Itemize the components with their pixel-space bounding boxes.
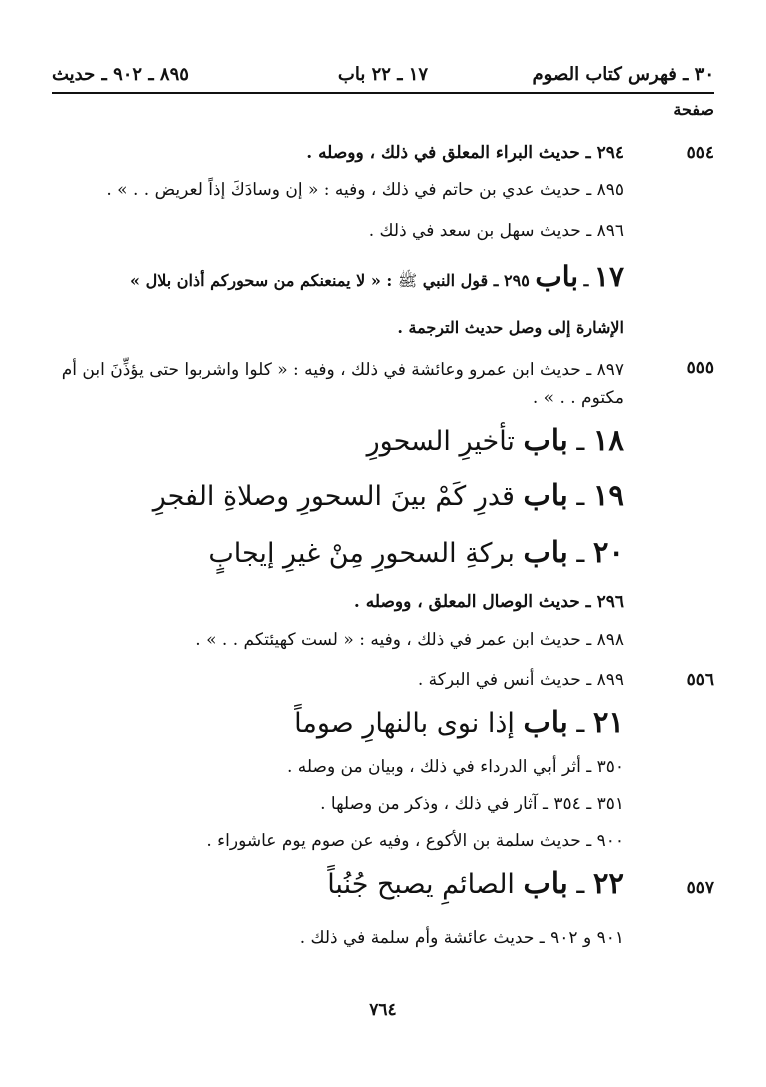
bab-17-number: ١٧ [593,260,624,293]
note-entry-tarjama: الإشارة إلى وصل حديث الترجمة . [397,318,624,337]
bab-19-number: ١٩ [592,478,624,512]
bab-22-word: باب [523,866,568,900]
hadith-entry-898: ٨٩٨ ـ حديث ابن عمر في ذلك ، وفيه : « لست كهيئتكم . . » . [195,630,624,650]
bab-22-heading: ٢٢ ـ باب الصائمِ يصبح جُنُباً [327,866,624,900]
hadith-entry-896: ٨٩٦ ـ حديث سهل بن سعد في ذلك . [368,221,624,241]
bab-17-word: باب [535,260,579,293]
bab-17-quote: : « لا يمنعنكم من سحوركم أذان بلال » [130,271,393,290]
page-ref-554: ٥٥٤ [686,143,714,163]
hadith-entry-900: ٩٠٠ ـ حديث سلمة بن الأكوع ، وفيه عن صوم يوم عاشوراء . [206,831,624,851]
hadith-entry-895: ٨٩٥ ـ حديث عدي بن حاتم في ذلك ، وفيه : « إن وسادَكَ إذاً لعريض . . » . [106,180,624,200]
athar-entry-296: ٢٩٦ ـ حديث الوصال المعلق ، ووصله . [353,592,624,612]
header-chapter-title: ٣٠ ـ فهرس كتاب الصوم [532,64,714,85]
bab-19-word: باب [523,478,568,512]
athar-entry-294: ٢٩٤ ـ حديث البراء المعلق في ذلك ، ووصله . [306,143,624,163]
bab-18-word: باب [523,423,568,457]
bab-20-word: باب [523,535,568,569]
page-ref-555: ٥٥٥ [686,358,714,378]
header-bab-range: ١٧ ـ ٢٢ باب [337,64,429,85]
hadith-entry-897: ٨٩٧ ـ حديث ابن عمرو وعائشة في ذلك ، وفيه : « كلوا واشربوا حتى يؤذِّنَ ابن أم مكتوم . . » . [61,360,624,408]
bab-22-number: ٢٢ [592,866,624,900]
bab-21-heading: ٢١ ـ باب إذا نوى بالنهارِ صوماً [294,705,624,739]
sallallah-symbol: ﷺ [397,271,418,290]
hadith-entry-901-902: ٩٠١ و ٩٠٢ ـ حديث عائشة وأم سلمة في ذلك . [299,928,624,948]
page-column-label: صفحة [673,100,714,119]
bab-21-word: باب [523,705,568,739]
bab-20-text: بركةِ السحورِ مِنْ غيرِ إيجابٍ [208,538,515,569]
page-number: ٧٦٤ [369,1000,397,1020]
athar-entry-350: ٣٥٠ ـ أثر أبي الدرداء في ذلك ، وبيان من وصله . [286,757,624,777]
bab-18-heading: ١٨ ـ باب تأخيرِ السحورِ [366,423,624,457]
bab-17-heading: ١٧ ـ باب ٢٩٥ ـ قول النبي ﷺ : « لا يمنعنكم من سحوركم أذان بلال » [130,260,624,293]
bab-20-heading: ٢٠ ـ باب بركةِ السحورِ مِنْ غيرِ إيجابٍ [208,535,624,569]
hadith-entry-899: ٨٩٩ ـ حديث أنس في البركة . [417,670,624,690]
athar-entry-351-354: ٣٥١ ـ ٣٥٤ ـ آثار في ذلك ، وذكر من وصلها . [320,794,624,814]
page-ref-556: ٥٥٦ [686,670,714,690]
bab-22-text: الصائمِ يصبح جُنُباً [327,869,515,900]
bab-19-text: قدرِ كَمْ بينَ السحورِ وصلاةِ الفجرِ [152,481,515,512]
bab-20-number: ٢٠ [592,535,624,569]
bab-18-text: تأخيرِ السحورِ [366,426,515,457]
bab-21-text: إذا نوى بالنهارِ صوماً [294,708,515,739]
running-header [52,60,714,94]
page-ref-557: ٥٥٧ [686,878,714,898]
bab-17-text: ٢٩٥ ـ قول النبي [422,271,530,290]
bab-19-heading: ١٩ ـ باب قدرِ كَمْ بينَ السحورِ وصلاةِ الفجرِ [152,478,624,512]
bab-21-number: ٢١ [592,705,624,739]
bab-18-number: ١٨ [592,423,624,457]
header-hadith-range: ٨٩٥ ـ ٩٠٢ ـ حديث [52,64,189,85]
